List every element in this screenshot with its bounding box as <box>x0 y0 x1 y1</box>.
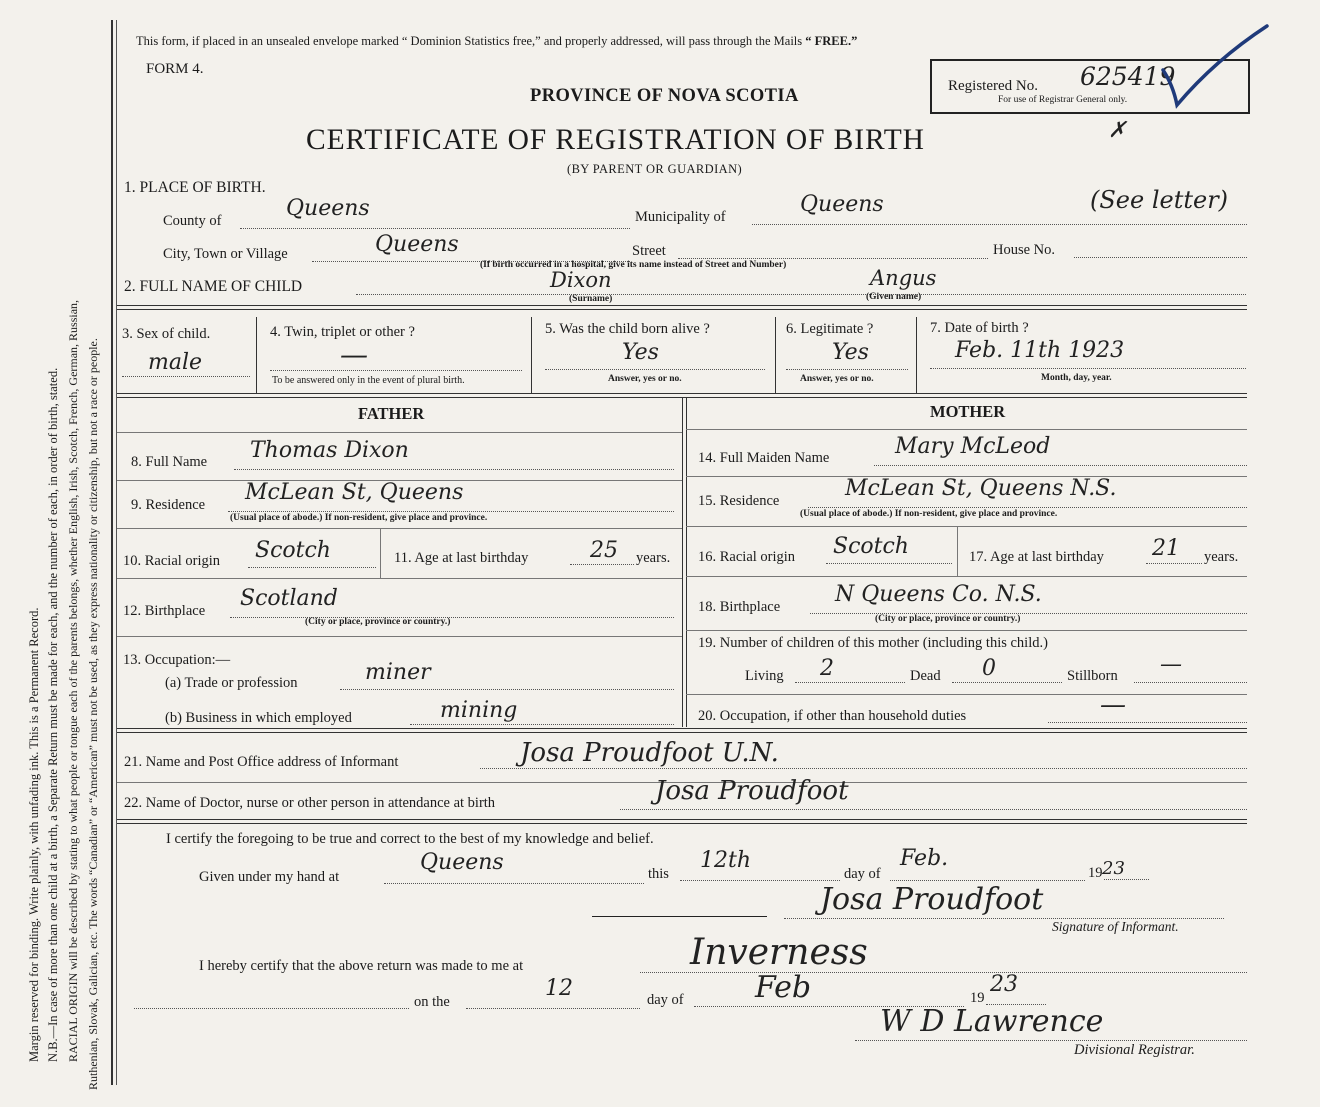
child-given-name: Angus <box>870 266 937 290</box>
father-business-line <box>410 724 674 725</box>
father-trade-value: miner <box>365 660 431 685</box>
postal-note <box>136 34 857 49</box>
mother-racial-value: Scotch <box>833 534 909 559</box>
margin-note-racial-origin-1: RACIAL ORIGIN will be described by stating to what people or tongue each of the parents belongs, whether English, Irish, Scotch, French, German, Russian, <box>66 299 80 1062</box>
margin-note-multiple-births: N.B.—In case of more than one child at a birth, a Separate Return must be made for each, and the number of each, in order of birth, stated. <box>46 367 60 1062</box>
mother-residence-line <box>808 507 1247 508</box>
divider-before-certify <box>117 819 1247 820</box>
dead-label: Dead <box>910 668 941 684</box>
father-occupation-label: 13. Occupation:— <box>123 652 231 668</box>
county-line <box>240 228 630 229</box>
registrar-use-note: For use of Registrar General only. <box>998 95 1128 105</box>
parents-divider-2 <box>686 397 687 727</box>
dob-value: Feb. 11th 1923 <box>955 338 1125 363</box>
month-value: Feb. <box>900 846 949 871</box>
municipality-line <box>752 224 1247 225</box>
dead-value: 0 <box>982 656 996 681</box>
father-birthplace-value: Scotland <box>240 586 338 611</box>
postal-free: “ FREE.” <box>805 34 858 48</box>
postal-note-text: This form, if placed in an unsealed envelope marked “ Dominion Statistics free,” and properly addressed, will pass through the Mails <box>136 34 803 48</box>
father-rule-4 <box>117 636 682 637</box>
mother-occupation-label: 20. Occupation, if other than household duties <box>698 708 967 724</box>
dead-line <box>952 682 1062 683</box>
registrar-place-value: Inverness <box>690 932 868 973</box>
surname-caption: (Surname) <box>569 294 613 304</box>
informant-line <box>480 768 1247 769</box>
given-place-line <box>384 883 644 884</box>
signature-stroke <box>592 916 767 917</box>
legitimate-value: Yes <box>832 340 869 365</box>
divider-after-name-2 <box>117 309 1247 310</box>
alive-line <box>545 369 765 370</box>
mother-rule-5 <box>686 694 1247 695</box>
mother-birthplace-value: N Queens Co. N.S. <box>835 582 1042 607</box>
year-line <box>1104 879 1149 880</box>
twin-label: 4. Twin, triplet or other ? <box>270 324 415 340</box>
page-title: CERTIFICATE OF REGISTRATION OF BIRTH <box>306 124 925 156</box>
registered-mark: ✗ <box>1108 118 1127 143</box>
mother-occupation-line <box>1048 722 1247 723</box>
father-racial-label: 10. Racial origin <box>123 553 221 569</box>
given-place-value: Queens <box>420 850 504 875</box>
page-subtitle: (BY PARENT OR GUARDIAN) <box>567 162 743 176</box>
father-trade-line <box>340 689 674 690</box>
father-age-line <box>570 564 634 565</box>
child-name-line <box>356 294 1246 295</box>
divider-before-parents <box>117 393 1247 394</box>
informant-signature-caption: Signature of Informant. <box>1052 919 1179 934</box>
year-value: 23 <box>1102 858 1125 879</box>
mother-heading-rule <box>686 429 1247 430</box>
alive-note: Answer, yes or no. <box>608 374 682 384</box>
municipality-label: Municipality of <box>635 209 726 225</box>
house-no-line <box>1074 257 1247 258</box>
mother-residence-value: McLean St, Queens N.S. <box>845 476 1117 501</box>
father-business-value: mining <box>440 698 518 723</box>
registrar-month-value: Feb <box>755 970 812 1005</box>
father-racial-value: Scotch <box>255 538 331 563</box>
twin-line <box>270 370 522 371</box>
father-business-label: (b) Business in which employed <box>165 710 352 726</box>
mother-occupation-value: — <box>1100 690 1126 720</box>
father-age-label: 11. Age at last birthday <box>394 550 529 566</box>
father-name-label: 8. Full Name <box>131 454 208 470</box>
mother-heading: MOTHER <box>930 402 1006 421</box>
registered-number: 625419 <box>1080 62 1176 91</box>
margin-border-inner <box>116 20 117 1085</box>
place-section-title: 1. PLACE OF BIRTH. <box>124 179 266 196</box>
child-name-label: 2. FULL NAME OF CHILD <box>124 278 303 295</box>
informant-label: 21. Name and Post Office address of Informant <box>124 754 399 770</box>
sex-line <box>122 376 250 377</box>
stillborn-value: — <box>1160 652 1182 677</box>
father-racial-line <box>248 567 376 568</box>
doctor-label: 22. Name of Doctor, nurse or other person in attendance at birth <box>124 795 496 811</box>
registrar-day-line <box>466 1008 640 1009</box>
father-residence-label: 9. Residence <box>131 497 206 513</box>
registrar-statement: I hereby certify that the above return was made to me at <box>199 958 524 974</box>
father-name-value: Thomas Dixon <box>250 438 409 463</box>
living-value: 2 <box>820 656 834 681</box>
mother-age-label: 17. Age at last birthday <box>969 549 1104 565</box>
father-trade-label: (a) Trade or profession <box>165 675 298 691</box>
city-label: City, Town or Village <box>163 246 288 262</box>
father-name-line <box>234 469 674 470</box>
alive-value: Yes <box>622 340 659 365</box>
form-number: FORM 4. <box>146 61 204 77</box>
divider-after-parents-2 <box>117 732 1247 733</box>
doctor-value: Josa Proudfoot <box>655 776 849 806</box>
father-rule-3 <box>117 578 682 579</box>
father-heading: FATHER <box>358 404 425 423</box>
mother-rule-2 <box>686 526 1247 527</box>
house-no-label: House No. <box>993 242 1056 258</box>
father-heading-rule <box>117 432 682 433</box>
father-racial-divider <box>380 528 381 578</box>
day-value: 12th <box>700 848 752 873</box>
city-value: Queens <box>375 232 459 257</box>
sex-label: 3. Sex of child. <box>122 326 211 342</box>
year-prefix: 19 <box>1088 865 1103 881</box>
mother-rule-4 <box>686 630 1247 631</box>
divider-before-certify-2 <box>117 823 1247 824</box>
child-surname: Dixon <box>550 268 612 292</box>
alive-label: 5. Was the child born alive ? <box>545 321 710 337</box>
given-name-caption: (Given name) <box>866 292 922 302</box>
row3-divider-3 <box>775 317 776 393</box>
given-under-label: Given under my hand at <box>199 869 340 885</box>
divider-after-name <box>117 305 1247 306</box>
father-residence-value: McLean St, Queens <box>245 480 464 505</box>
dob-note: Month, day, year. <box>1041 373 1112 383</box>
informant-value: Josa Proudfoot U.N. <box>520 738 779 768</box>
day-line <box>680 880 840 881</box>
county-label: County of <box>163 213 222 229</box>
mother-residence-note: (Usual place of abode.) If non-resident, give place and province. <box>800 509 1058 519</box>
registrar-year-prefix: 19 <box>970 990 985 1006</box>
father-birthplace-line <box>230 617 674 618</box>
street-label: Street <box>632 243 666 259</box>
mother-racial-label: 16. Racial origin <box>698 549 796 565</box>
legitimate-label: 6. Legitimate ? <box>786 321 874 337</box>
margin-border <box>111 20 113 1085</box>
living-line <box>795 682 905 683</box>
registrar-signature-caption: Divisional Registrar. <box>1074 1042 1195 1058</box>
mother-residence-label: 15. Residence <box>698 493 780 509</box>
twin-value: — <box>340 338 368 371</box>
registrar-day-of-label: day of <box>647 992 684 1008</box>
registrar-day-value: 12 <box>545 976 573 1001</box>
parents-divider <box>682 397 683 727</box>
mother-birthplace-note: (City or place, province or country.) <box>875 614 1021 624</box>
checkmark-icon <box>1155 20 1275 110</box>
father-birthplace-label: 12. Birthplace <box>123 603 206 619</box>
street-line <box>678 258 988 259</box>
sex-value: male <box>148 350 203 375</box>
twin-note: To be answered only in the event of plural birth. <box>272 375 465 386</box>
registered-label: Registered No. <box>948 78 1038 94</box>
informant-signature: Josa Proudfoot <box>820 882 1044 917</box>
mother-name-label: 14. Full Maiden Name <box>698 450 830 466</box>
stillborn-line <box>1134 682 1247 683</box>
province-heading: PROVINCE OF NOVA SCOTIA <box>530 86 799 106</box>
certify-statement: I certify the foregoing to be true and correct to the best of my knowledge and belief. <box>166 831 654 847</box>
father-years-label: years. <box>636 550 671 566</box>
mother-years-label: years. <box>1204 549 1239 565</box>
doctor-line <box>620 809 1247 810</box>
mother-children-label: 19. Number of children of this mother (including this child.) <box>698 635 1048 651</box>
month-line <box>890 880 1085 881</box>
legitimate-line <box>786 369 908 370</box>
county-value: Queens <box>286 196 370 221</box>
margin-note-binding: Margin reserved for binding. Write plainly, with unfading ink. This is a Permanent Record. <box>27 607 41 1062</box>
father-residence-note: (Usual place of abode.) If non-resident, give place and province. <box>230 513 488 523</box>
on-the-label: on the <box>414 994 450 1010</box>
mother-birthplace-label: 18. Birthplace <box>698 599 781 615</box>
registrar-signature: W D Lawrence <box>880 1004 1104 1039</box>
registrar-signature-line <box>855 1040 1247 1041</box>
divider-after-parents <box>117 728 1247 729</box>
mother-racial-line <box>826 563 952 564</box>
mother-age-line <box>1146 563 1202 564</box>
day-of-label: day of <box>844 866 881 882</box>
dob-line <box>930 368 1246 369</box>
stillborn-label: Stillborn <box>1067 668 1118 684</box>
row3-divider-1 <box>256 317 257 393</box>
municipality-value: Queens <box>800 192 884 217</box>
father-birthplace-note: (City or place, province or country.) <box>305 617 451 627</box>
registrar-year-value: 23 <box>990 972 1018 997</box>
see-letter-note: (See letter) <box>1090 186 1229 214</box>
mother-age-value: 21 <box>1152 536 1180 561</box>
mother-racial-divider <box>957 526 958 576</box>
legitimate-note: Answer, yes or no. <box>800 374 874 384</box>
row3-divider-2 <box>531 317 532 393</box>
margin-note-racial-origin-2: Ruthenian, Slovak, Galician, etc. The words “Canadian” or “American” must not be used, as they express nationality or citizenship, but not a race or people. <box>86 338 100 1090</box>
living-label: Living <box>745 668 784 684</box>
mother-name-line <box>874 465 1247 466</box>
mother-rule-3 <box>686 576 1247 577</box>
father-residence-line <box>228 511 674 512</box>
this-label: this <box>648 866 669 882</box>
registrar-pre-line <box>134 1008 409 1009</box>
hospital-note: (If birth occurred in a hospital, give its name instead of Street and Number) <box>480 260 787 270</box>
dob-label: 7. Date of birth ? <box>930 320 1029 336</box>
father-age-value: 25 <box>590 538 618 563</box>
father-rule-2 <box>117 528 682 529</box>
row3-divider-4 <box>916 317 917 393</box>
mother-name-value: Mary McLeod <box>895 434 1051 459</box>
